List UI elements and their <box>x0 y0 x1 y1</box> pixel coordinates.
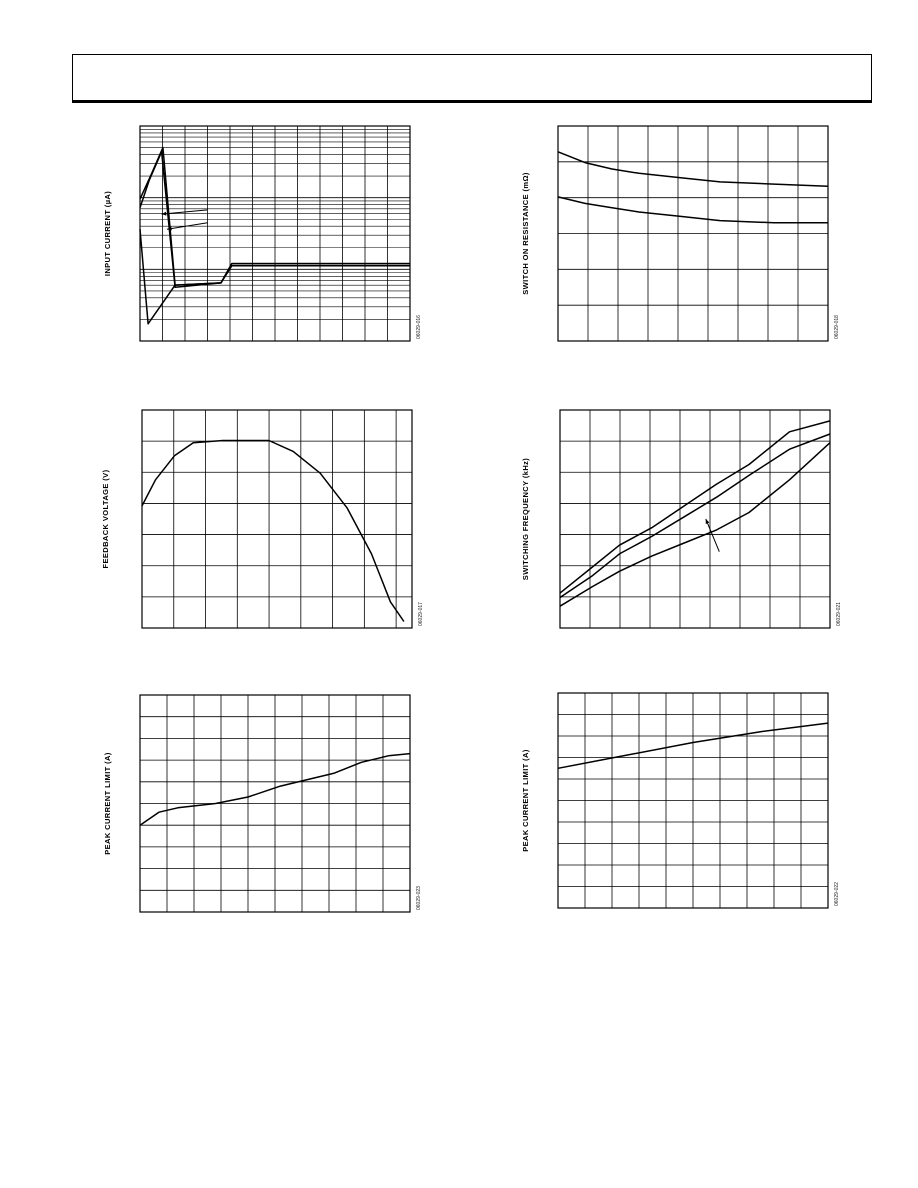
input-current-ylabel: INPUT CURRENT (µA) <box>103 190 112 277</box>
feedback-voltage-figure-id: 06029-017 <box>418 602 424 626</box>
peak-current-limit-1-ylabel: PEAK CURRENT LIMIT (A) <box>103 752 112 855</box>
switch-on-resistance-figure-id: 06029-018 <box>834 315 840 339</box>
input-current-figure-id: 06029-016 <box>416 315 422 339</box>
switching-frequency-figure-id: 06029-021 <box>836 602 842 626</box>
feedback-voltage-ylabel: FEEDBACK VOLTAGE (V) <box>101 469 110 569</box>
switching-frequency-ylabel: SWITCHING FREQUENCY (kHz) <box>521 457 530 581</box>
switch-on-resistance-ylabel: SWITCH ON RESISTANCE (mΩ) <box>521 172 530 295</box>
peak-current-limit-1-figure-id: 06029-023 <box>416 886 422 910</box>
peak-current-limit-2-figure-id: 06029-022 <box>834 882 840 906</box>
peak-current-limit-2-ylabel: PEAK CURRENT LIMIT (A) <box>521 749 530 852</box>
